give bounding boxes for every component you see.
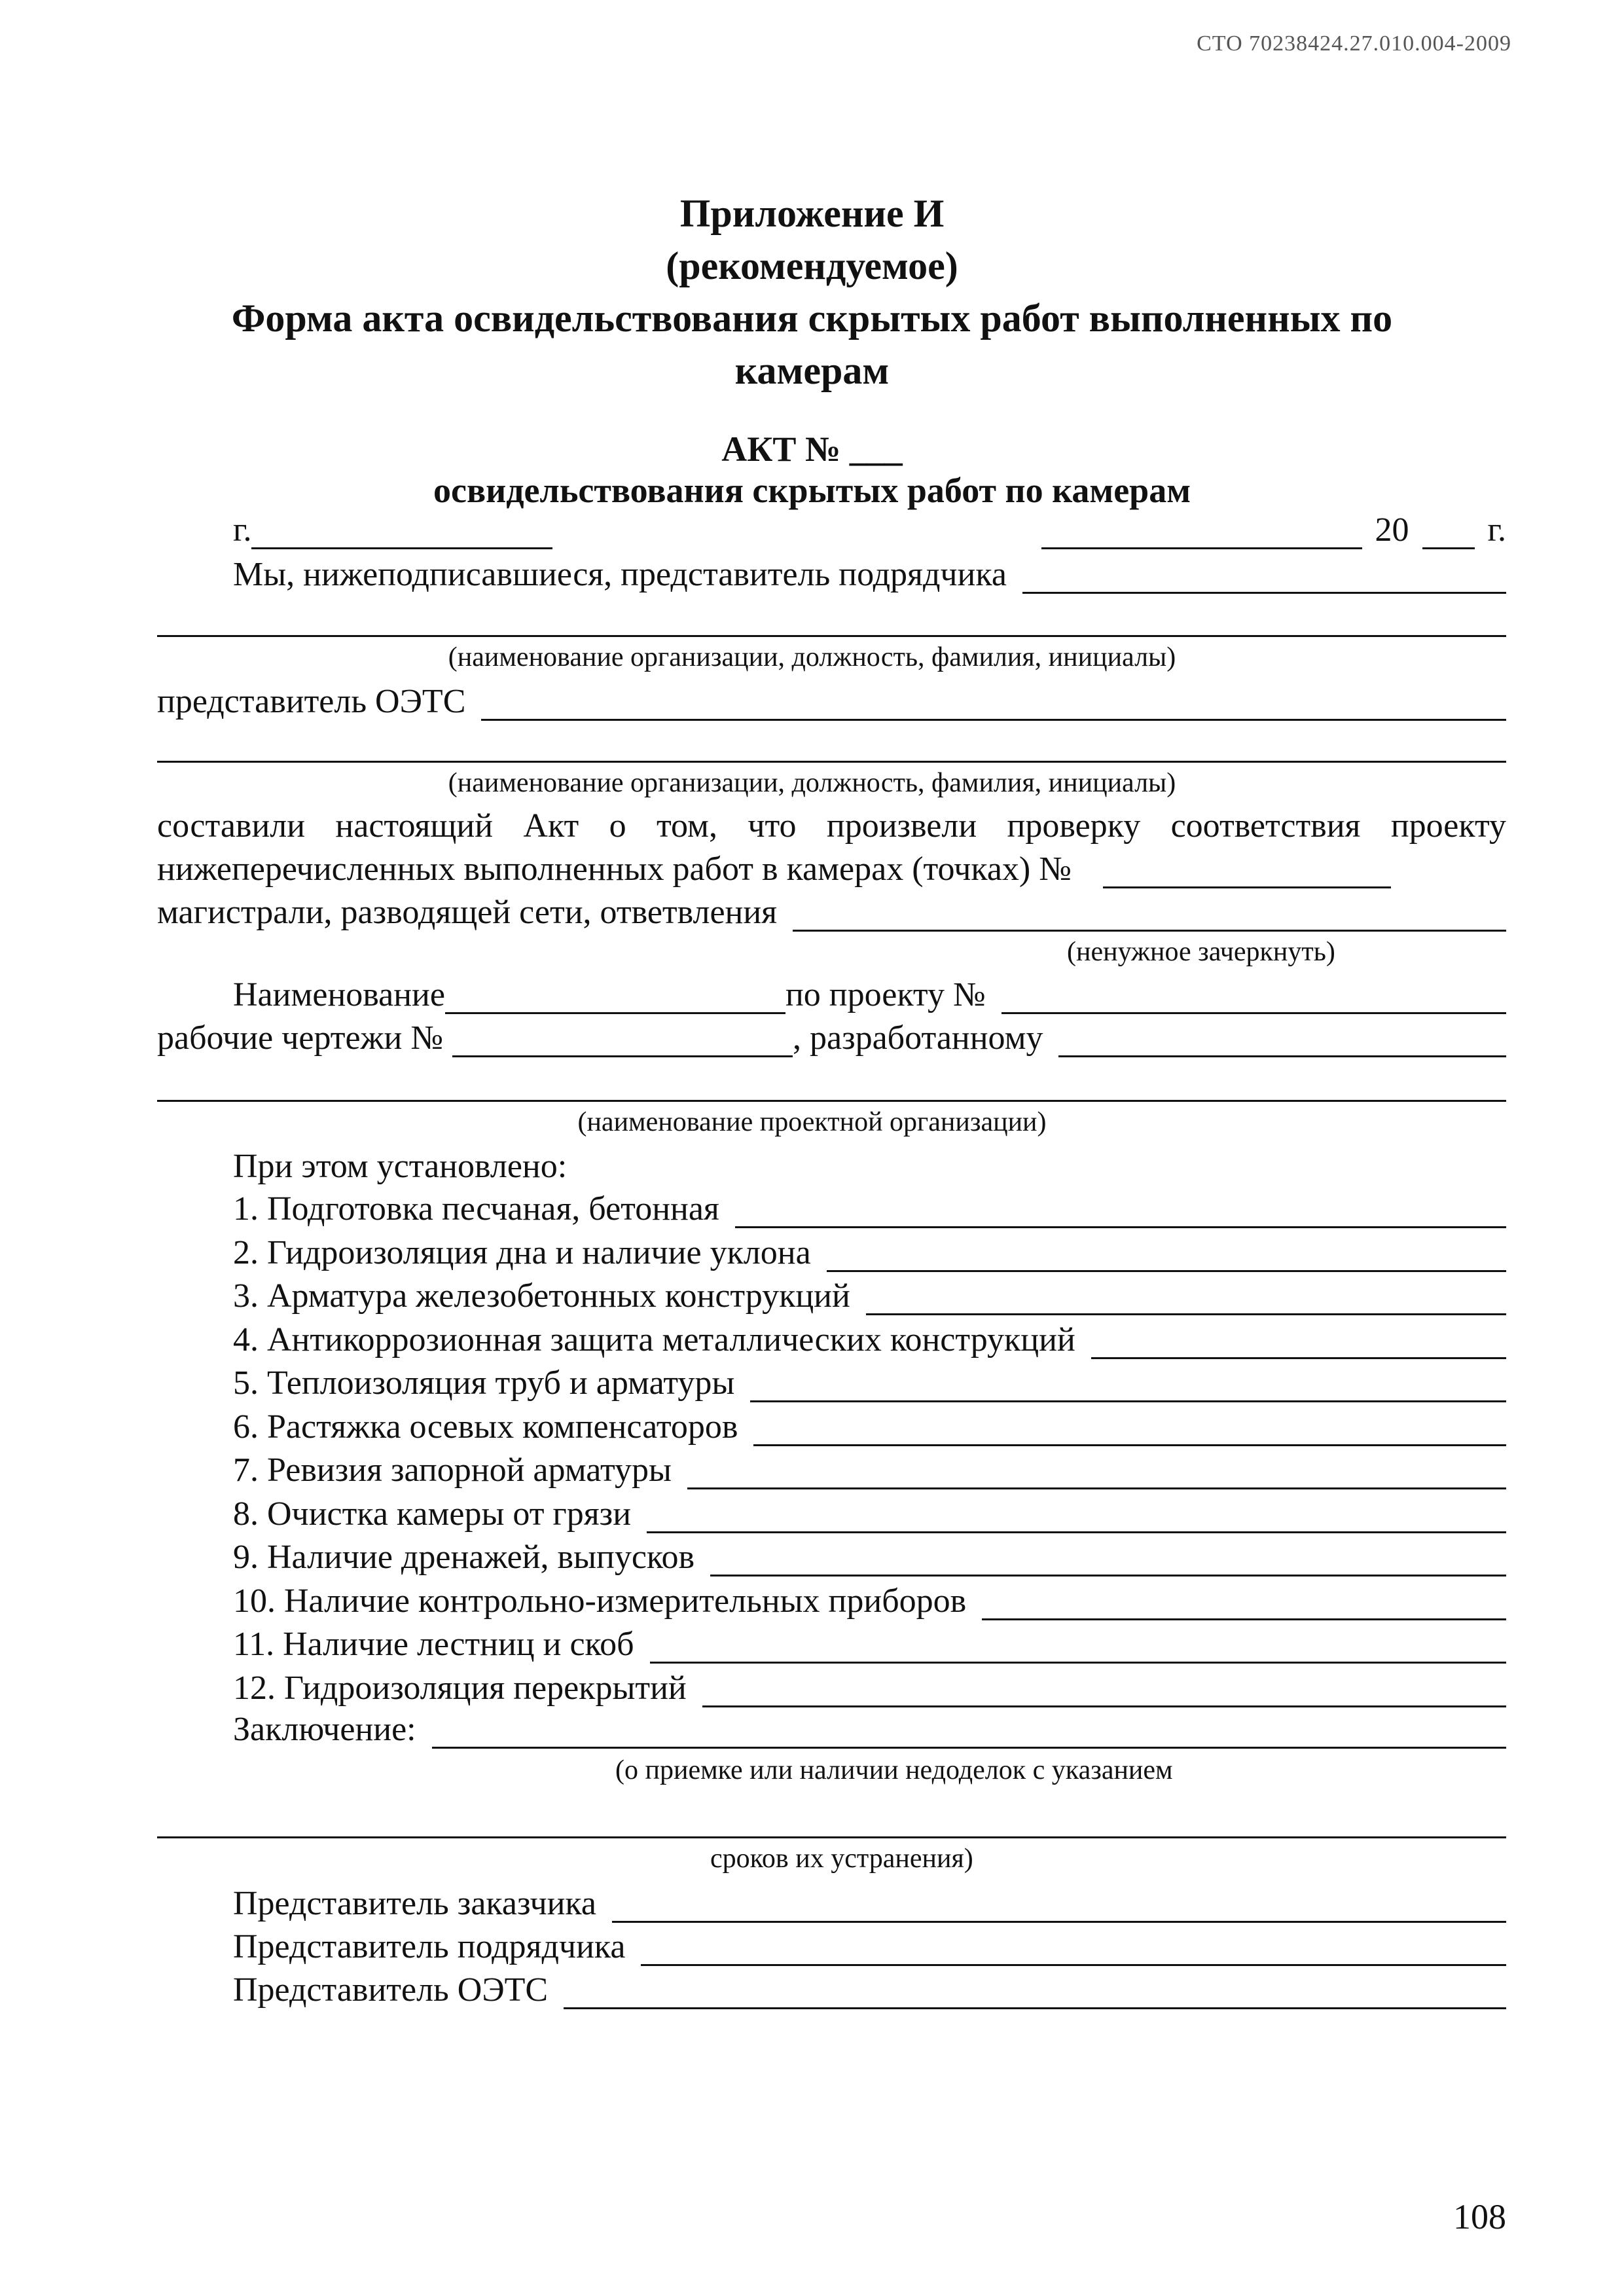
checklist-item-field[interactable] <box>735 1195 1506 1228</box>
signature-field[interactable] <box>641 1933 1506 1966</box>
checklist-item-label: 4. Антикоррозионная защита металлических конструкций <box>233 1321 1075 1358</box>
name-field[interactable] <box>445 978 785 1014</box>
signature-row <box>233 1884 1506 1923</box>
contractor-rep-field[interactable] <box>1022 560 1506 594</box>
conclusion-field[interactable] <box>432 1715 1506 1749</box>
drawings-row <box>157 1019 1506 1057</box>
checklist-item-label: 1. Подготовка песчаная, бетонная <box>233 1190 719 1228</box>
form-title-line2: камерам <box>734 349 890 392</box>
form-title-line1: Форма акта освидельствования скрытых работ выполненных по <box>231 297 1393 340</box>
checklist-item-field[interactable] <box>866 1282 1506 1315</box>
checklist-item-label: 10. Наличие контрольно-измерительных приборов <box>233 1582 967 1620</box>
checklist-item-field[interactable] <box>702 1674 1506 1707</box>
checklist-item <box>233 1582 1506 1620</box>
checklist-item-label: 11. Наличие лестниц и скоб <box>233 1626 634 1663</box>
project-number-field[interactable] <box>1001 981 1506 1014</box>
checklist-item-field[interactable] <box>647 1500 1506 1533</box>
checklist-item-label: 5. Теплоизоляция труб и арматуры <box>233 1364 735 1402</box>
contractor-row <box>233 555 1506 594</box>
oets-rep-label: представитель ОЭТС <box>157 683 466 720</box>
conclusion-hint-1: (о приемке или наличии недоделок с указанием <box>615 1755 1173 1785</box>
act-subtitle: освидельствования скрытых работ по камерам <box>433 471 1191 510</box>
year-field[interactable] <box>1422 513 1475 549</box>
checklist-item <box>233 1364 1506 1402</box>
name-label: Наименование <box>233 976 445 1013</box>
signature-field[interactable] <box>564 1976 1506 2009</box>
checklist-item-label: 9. Наличие дренажей, выпусков <box>233 1539 695 1576</box>
appendix-title: Приложение И <box>679 192 945 235</box>
year-prefix: 20 <box>1375 511 1409 549</box>
org-hint-2: (наименование организации, должность, фамилия, инициалы) <box>448 768 1176 798</box>
standard-code: СТО 70238424.27.010.004-2009 <box>1197 31 1511 56</box>
city-date-row <box>233 511 1506 549</box>
signature-row <box>233 1971 1506 2009</box>
chambers-row <box>157 850 1506 888</box>
checklist-item <box>233 1669 1506 1707</box>
conclusion-label: Заключение: <box>233 1711 416 1748</box>
checklist-item-label: 7. Ревизия запорной арматуры <box>233 1451 672 1489</box>
strike-hint: (ненужное зачеркнуть) <box>1067 937 1335 967</box>
checklist-item-field[interactable] <box>827 1239 1506 1272</box>
checklist-item <box>233 1495 1506 1533</box>
conclusion-hint-2: сроков их устранения) <box>710 1844 973 1874</box>
year-suffix: г. <box>1487 511 1506 549</box>
city-prefix: г. <box>233 511 252 549</box>
checklist-item-field[interactable] <box>710 1543 1506 1576</box>
checklist-item-field[interactable] <box>750 1369 1506 1402</box>
design-org-line[interactable] <box>157 1100 1506 1102</box>
mains-row <box>157 893 1506 932</box>
name-row <box>233 975 1506 1014</box>
signature-row <box>233 1927 1506 1966</box>
compiled-text: составили настоящий Акт о том, что произвели проверку соответствия проекту <box>157 807 1506 845</box>
checklist-item-label: 8. Очистка камеры от грязи <box>233 1495 632 1533</box>
signature-label: Представитель заказчика <box>233 1885 596 1922</box>
checklist-item <box>233 1321 1506 1359</box>
design-org-hint: (наименование проектной организации) <box>577 1107 1047 1137</box>
checklist-item <box>233 1451 1506 1489</box>
listed-text: нижеперечисленных выполненных работ в камерах (точках) № <box>157 850 1072 888</box>
developed-label: , разработанному <box>792 1019 1043 1057</box>
act-number: АКТ № ___ <box>721 429 903 469</box>
oets-rep-field[interactable] <box>481 687 1506 721</box>
checklist-item-label: 6. Растяжка осевых компенсаторов <box>233 1408 738 1446</box>
established-label: При этом установлено: <box>233 1148 568 1185</box>
checklist-item-field[interactable] <box>687 1456 1506 1489</box>
chamber-number-field[interactable] <box>1103 855 1391 888</box>
org-hint-1: (наименование организации, должность, фамилия, инициалы) <box>448 642 1176 672</box>
checklist-item <box>233 1538 1506 1576</box>
signature-label: Представитель подрядчика <box>233 1928 626 1965</box>
checklist-item-label: 2. Гидроизоляция дна и наличие уклона <box>233 1233 811 1271</box>
checklist-item-label: 12. Гидроизоляция перекрытий <box>233 1669 687 1707</box>
drawings-field[interactable] <box>452 1021 793 1057</box>
checklist-item <box>233 1625 1506 1664</box>
mains-field[interactable] <box>793 898 1506 932</box>
we-signed-text: Мы, нижеподписавшиеся, представитель подрядчика <box>233 556 1007 593</box>
oets-row <box>157 682 1506 721</box>
contractor-rep-line[interactable] <box>157 635 1506 637</box>
checklist-item-field[interactable] <box>753 1413 1506 1446</box>
drawings-label: рабочие чертежи № <box>157 1019 443 1057</box>
date-field[interactable] <box>1041 513 1362 549</box>
checklist-item <box>233 1233 1506 1272</box>
checklist-item <box>233 1408 1506 1446</box>
conclusion-line[interactable] <box>157 1836 1506 1838</box>
appendix-status: (рекомендуемое) <box>666 244 958 287</box>
signature-field[interactable] <box>612 1889 1506 1923</box>
oets-rep-line[interactable] <box>157 761 1506 763</box>
checklist-item-field[interactable] <box>650 1630 1506 1664</box>
checklist-item <box>233 1190 1506 1228</box>
per-project-label: по проекту № <box>785 976 986 1013</box>
mains-text: магистрали, разводящей сети, ответвления <box>157 894 778 931</box>
page-number: 108 <box>1453 2197 1506 2236</box>
conclusion-row <box>233 1710 1506 1749</box>
city-field[interactable] <box>251 513 552 549</box>
checklist-item <box>233 1277 1506 1315</box>
checklist-item-field[interactable] <box>1091 1326 1506 1359</box>
checklist-item-field[interactable] <box>982 1587 1506 1620</box>
checklist-item-label: 3. Арматура железобетонных конструкций <box>233 1277 850 1315</box>
signature-label: Представитель ОЭТС <box>233 1971 549 2009</box>
developer-field[interactable] <box>1058 1024 1506 1057</box>
